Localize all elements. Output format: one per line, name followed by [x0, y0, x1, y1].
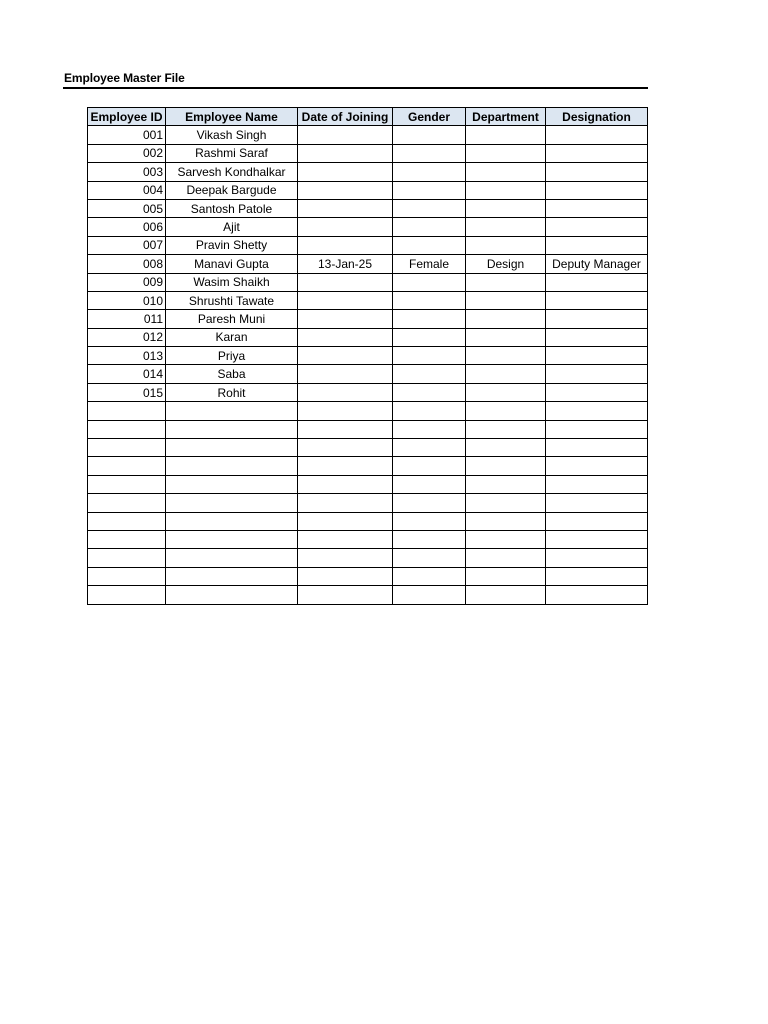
cell-employee-name[interactable]: Ajit — [166, 218, 298, 236]
cell-empty[interactable] — [298, 475, 393, 493]
cell-empty[interactable] — [88, 530, 166, 548]
cell-empty[interactable] — [88, 549, 166, 567]
document-title: Employee Master File — [64, 71, 185, 85]
cell-gender[interactable] — [393, 310, 466, 328]
cell-department[interactable] — [466, 126, 546, 144]
cell-employee-id[interactable]: 007 — [88, 236, 166, 254]
table-row — [88, 126, 648, 144]
cell-department[interactable] — [466, 236, 546, 254]
cell-empty[interactable] — [393, 549, 466, 567]
cell-employee-id[interactable]: 005 — [88, 199, 166, 217]
cell-empty[interactable] — [298, 567, 393, 585]
cell-date-of-joining[interactable] — [298, 291, 393, 309]
cell-empty[interactable] — [298, 512, 393, 530]
cell-department[interactable] — [466, 144, 546, 162]
table-row — [88, 273, 648, 291]
cell-empty[interactable] — [393, 567, 466, 585]
cell-empty[interactable] — [166, 567, 298, 585]
cell-empty[interactable] — [393, 530, 466, 548]
cell-employee-id[interactable]: 003 — [88, 163, 166, 181]
cell-employee-id[interactable]: 012 — [88, 328, 166, 346]
cell-employee-name[interactable]: Vikash Singh — [166, 126, 298, 144]
cell-empty[interactable] — [466, 586, 546, 604]
table-header-row — [88, 108, 648, 126]
cell-gender[interactable] — [393, 365, 466, 383]
cell-employee-name[interactable]: Paresh Muni — [166, 310, 298, 328]
cell-designation[interactable] — [546, 273, 648, 291]
table-row — [88, 347, 648, 365]
table-row-empty — [88, 549, 648, 567]
header-gender[interactable]: Gender — [393, 108, 466, 126]
cell-date-of-joining[interactable] — [298, 163, 393, 181]
cell-department[interactable] — [466, 347, 546, 365]
cell-gender[interactable] — [393, 181, 466, 199]
cell-gender[interactable] — [393, 383, 466, 401]
cell-gender[interactable] — [393, 291, 466, 309]
cell-empty[interactable] — [166, 586, 298, 604]
cell-designation[interactable]: Deputy Manager — [546, 255, 648, 273]
cell-department[interactable] — [466, 218, 546, 236]
table-row-empty — [88, 457, 648, 475]
cell-empty[interactable] — [88, 475, 166, 493]
employee-table — [87, 107, 648, 605]
table-row — [88, 163, 648, 181]
cell-designation[interactable] — [546, 218, 648, 236]
header-department[interactable]: Department — [466, 108, 546, 126]
cell-empty[interactable] — [298, 420, 393, 438]
cell-designation[interactable] — [546, 144, 648, 162]
cell-empty[interactable] — [393, 439, 466, 457]
cell-department[interactable]: Design — [466, 255, 546, 273]
table-row-empty — [88, 494, 648, 512]
cell-employee-id[interactable]: 013 — [88, 347, 166, 365]
cell-employee-id[interactable]: 006 — [88, 218, 166, 236]
table-row-empty — [88, 475, 648, 493]
cell-empty[interactable] — [166, 549, 298, 567]
cell-date-of-joining[interactable] — [298, 328, 393, 346]
cell-employee-id[interactable]: 014 — [88, 365, 166, 383]
cell-empty[interactable] — [466, 475, 546, 493]
cell-empty[interactable] — [88, 567, 166, 585]
cell-department[interactable] — [466, 365, 546, 383]
cell-empty[interactable] — [298, 549, 393, 567]
table-row-empty — [88, 402, 648, 420]
cell-empty[interactable] — [298, 494, 393, 512]
cell-department[interactable] — [466, 181, 546, 199]
cell-empty[interactable] — [88, 586, 166, 604]
cell-employee-id[interactable]: 004 — [88, 181, 166, 199]
cell-empty[interactable] — [298, 530, 393, 548]
cell-empty[interactable] — [393, 420, 466, 438]
cell-designation[interactable] — [546, 310, 648, 328]
cell-employee-id[interactable]: 011 — [88, 310, 166, 328]
table-row — [88, 236, 648, 254]
cell-empty[interactable] — [546, 512, 648, 530]
cell-designation[interactable] — [546, 328, 648, 346]
cell-empty[interactable] — [466, 439, 546, 457]
table-row-empty — [88, 586, 648, 604]
cell-empty[interactable] — [466, 457, 546, 475]
cell-empty[interactable] — [546, 475, 648, 493]
cell-employee-name[interactable]: Pravin Shetty — [166, 236, 298, 254]
cell-empty[interactable] — [166, 439, 298, 457]
cell-empty[interactable] — [166, 530, 298, 548]
cell-gender[interactable] — [393, 126, 466, 144]
cell-date-of-joining[interactable] — [298, 365, 393, 383]
cell-department[interactable] — [466, 328, 546, 346]
header-employee-id[interactable]: Employee ID — [88, 108, 166, 126]
cell-empty[interactable] — [466, 567, 546, 585]
cell-empty[interactable] — [298, 439, 393, 457]
cell-empty[interactable] — [466, 420, 546, 438]
cell-employee-name[interactable]: Rashmi Saraf — [166, 144, 298, 162]
cell-employee-id[interactable]: 002 — [88, 144, 166, 162]
cell-empty[interactable] — [298, 402, 393, 420]
cell-employee-id[interactable]: 015 — [88, 383, 166, 401]
cell-employee-name[interactable]: Saba — [166, 365, 298, 383]
cell-gender[interactable]: Female — [393, 255, 466, 273]
cell-empty[interactable] — [298, 457, 393, 475]
cell-gender[interactable] — [393, 236, 466, 254]
table-row — [88, 383, 648, 401]
cell-date-of-joining[interactable]: 13-Jan-25 — [298, 255, 393, 273]
cell-employee-id[interactable]: 001 — [88, 126, 166, 144]
header-designation[interactable]: Designation — [546, 108, 648, 126]
cell-designation[interactable] — [546, 383, 648, 401]
cell-date-of-joining[interactable] — [298, 383, 393, 401]
cell-date-of-joining[interactable] — [298, 310, 393, 328]
cell-empty[interactable] — [546, 439, 648, 457]
cell-empty[interactable] — [393, 402, 466, 420]
cell-empty[interactable] — [393, 475, 466, 493]
cell-empty[interactable] — [466, 494, 546, 512]
cell-date-of-joining[interactable] — [298, 218, 393, 236]
cell-designation[interactable] — [546, 365, 648, 383]
cell-date-of-joining[interactable] — [298, 126, 393, 144]
cell-empty[interactable] — [546, 402, 648, 420]
cell-employee-id[interactable]: 010 — [88, 291, 166, 309]
cell-gender[interactable] — [393, 144, 466, 162]
cell-designation[interactable] — [546, 163, 648, 181]
cell-empty[interactable] — [166, 475, 298, 493]
cell-department[interactable] — [466, 199, 546, 217]
cell-empty[interactable] — [166, 494, 298, 512]
cell-empty[interactable] — [88, 512, 166, 530]
cell-gender[interactable] — [393, 218, 466, 236]
table-row-empty — [88, 439, 648, 457]
cell-designation[interactable] — [546, 291, 648, 309]
table-body — [88, 126, 648, 604]
cell-empty[interactable] — [393, 512, 466, 530]
table-row — [88, 365, 648, 383]
cell-empty[interactable] — [466, 402, 546, 420]
cell-empty[interactable] — [393, 494, 466, 512]
cell-employee-name[interactable]: Wasim Shaikh — [166, 273, 298, 291]
cell-department[interactable] — [466, 163, 546, 181]
cell-empty[interactable] — [546, 530, 648, 548]
header-date-of-joining[interactable]: Date of Joining — [298, 108, 393, 126]
table-row — [88, 181, 648, 199]
cell-empty[interactable] — [166, 402, 298, 420]
cell-empty[interactable] — [88, 439, 166, 457]
cell-date-of-joining[interactable] — [298, 144, 393, 162]
cell-date-of-joining[interactable] — [298, 347, 393, 365]
table-row — [88, 291, 648, 309]
cell-empty[interactable] — [546, 549, 648, 567]
table-row — [88, 255, 648, 273]
table-row — [88, 218, 648, 236]
table-row-empty — [88, 512, 648, 530]
cell-empty[interactable] — [393, 457, 466, 475]
cell-gender[interactable] — [393, 273, 466, 291]
table-row-empty — [88, 420, 648, 438]
table-row — [88, 328, 648, 346]
cell-department[interactable] — [466, 273, 546, 291]
cell-empty[interactable] — [298, 586, 393, 604]
cell-employee-id[interactable]: 008 — [88, 255, 166, 273]
cell-designation[interactable] — [546, 236, 648, 254]
title-underline — [63, 87, 648, 89]
cell-empty[interactable] — [88, 457, 166, 475]
cell-employee-name[interactable]: Santosh Patole — [166, 199, 298, 217]
cell-employee-name[interactable]: Deepak Bargude — [166, 181, 298, 199]
cell-date-of-joining[interactable] — [298, 273, 393, 291]
cell-employee-name[interactable]: Shrushti Tawate — [166, 291, 298, 309]
cell-date-of-joining[interactable] — [298, 236, 393, 254]
cell-empty[interactable] — [88, 420, 166, 438]
table-row-empty — [88, 567, 648, 585]
cell-empty[interactable] — [393, 586, 466, 604]
cell-gender[interactable] — [393, 163, 466, 181]
cell-empty[interactable] — [546, 420, 648, 438]
cell-date-of-joining[interactable] — [298, 199, 393, 217]
cell-empty[interactable] — [466, 530, 546, 548]
table-row — [88, 310, 648, 328]
table-row-empty — [88, 530, 648, 548]
cell-department[interactable] — [466, 383, 546, 401]
cell-empty[interactable] — [88, 494, 166, 512]
cell-designation[interactable] — [546, 181, 648, 199]
cell-gender[interactable] — [393, 347, 466, 365]
cell-empty[interactable] — [546, 567, 648, 585]
cell-designation[interactable] — [546, 199, 648, 217]
cell-empty[interactable] — [546, 494, 648, 512]
cell-department[interactable] — [466, 310, 546, 328]
cell-employee-name[interactable]: Manavi Gupta — [166, 255, 298, 273]
cell-empty[interactable] — [166, 512, 298, 530]
cell-employee-name[interactable]: Priya — [166, 347, 298, 365]
cell-empty[interactable] — [546, 457, 648, 475]
cell-employee-id[interactable]: 009 — [88, 273, 166, 291]
cell-designation[interactable] — [546, 347, 648, 365]
cell-empty[interactable] — [166, 457, 298, 475]
cell-employee-name[interactable]: Sarvesh Kondhalkar — [166, 163, 298, 181]
cell-department[interactable] — [466, 291, 546, 309]
table-row — [88, 199, 648, 217]
cell-gender[interactable] — [393, 328, 466, 346]
cell-empty[interactable] — [466, 549, 546, 567]
cell-employee-name[interactable]: Karan — [166, 328, 298, 346]
cell-date-of-joining[interactable] — [298, 181, 393, 199]
table-row — [88, 144, 648, 162]
cell-employee-name[interactable]: Rohit — [166, 383, 298, 401]
cell-empty[interactable] — [88, 402, 166, 420]
cell-empty[interactable] — [466, 512, 546, 530]
header-employee-name[interactable]: Employee Name — [166, 108, 298, 126]
cell-empty[interactable] — [166, 420, 298, 438]
cell-empty[interactable] — [546, 586, 648, 604]
cell-designation[interactable] — [546, 126, 648, 144]
cell-gender[interactable] — [393, 199, 466, 217]
